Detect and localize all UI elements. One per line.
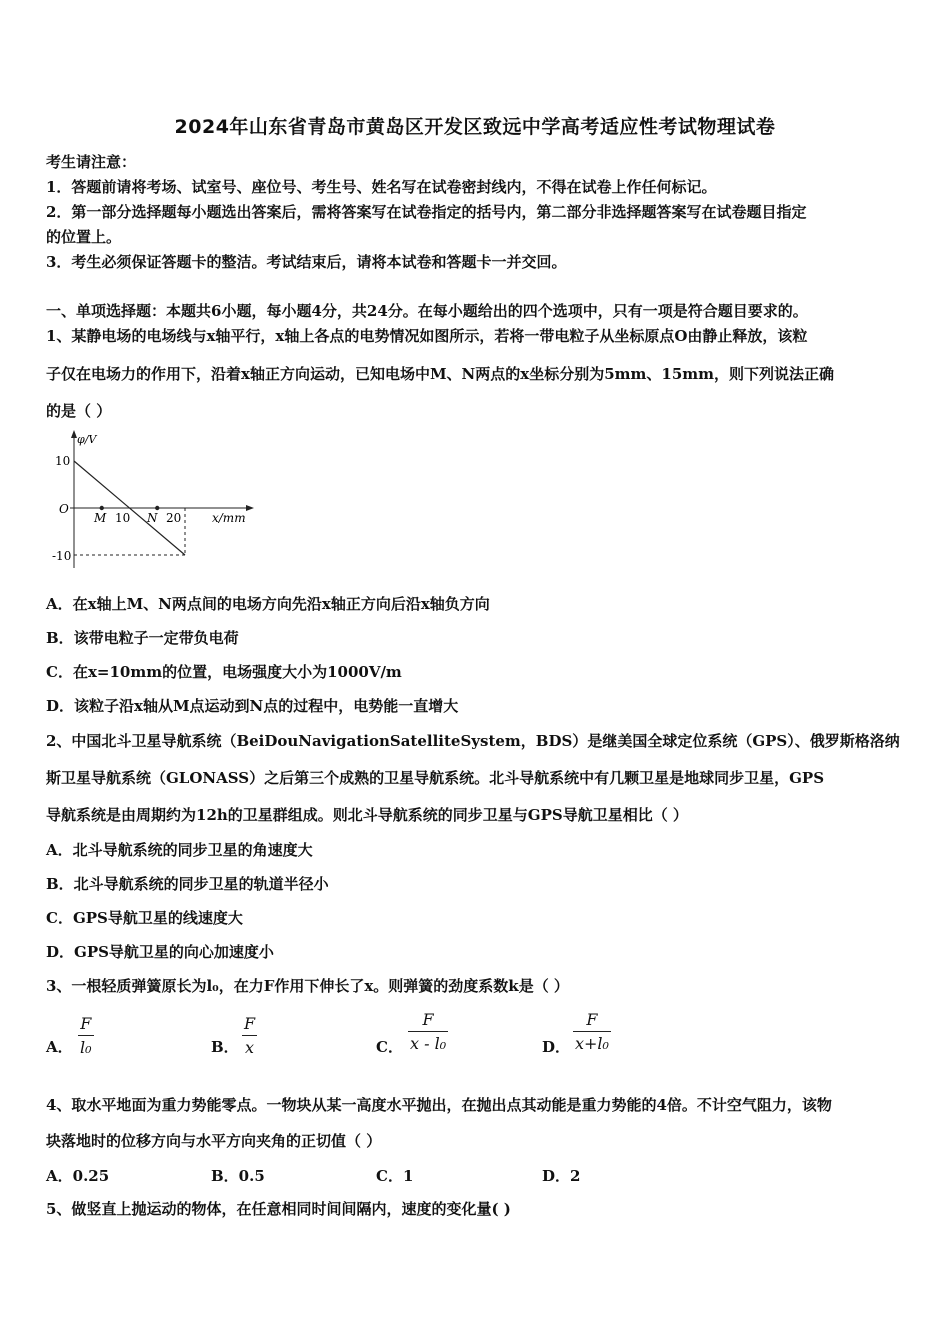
question-5-text: 5、做竖直上抛运动的物体，在任意相同时间间隔内，速度的变化量( ) — [46, 1200, 511, 1218]
option-c-label: C． — [376, 1038, 403, 1056]
point-m-label: M — [94, 511, 107, 525]
question-2-text: 导航系统是由周期约为12h的卫星群组成。则北斗导航系统的同步卫星与GPS导航卫星相比（ ） — [46, 806, 688, 824]
origin-label: O — [59, 502, 69, 516]
question-4-option: D．2 — [542, 1167, 581, 1185]
question-4-option: B．0.5 — [211, 1167, 265, 1185]
question-1-option: C．在x=10mm的位置，电场强度大小为1000V/m — [46, 663, 402, 681]
question-1-option: B．该带电粒子一定带负电荷 — [46, 629, 239, 647]
fraction-numerator: F — [80, 1014, 92, 1033]
point-n-dot — [155, 506, 159, 510]
fraction-numerator: F — [422, 1010, 434, 1029]
fraction-denominator: x - l₀ — [410, 1034, 447, 1053]
question-1-text: 1、某静电场的电场线与x轴平行，x轴上各点的电势情况如图所示，若将一带电粒子从坐标原点O由静止释放，该粒 — [46, 327, 808, 345]
question-3-text: 3、一根轻质弹簧原长为l₀，在力F作用下伸长了x。则弹簧的劲度系数k是（ ） — [46, 977, 569, 995]
question-1-text: 子仅在电场力的作用下，沿着x轴正方向运动，已知电场中M、N两点的x坐标分别为5mm、15mm，则下列说法正确 — [46, 365, 835, 383]
point-m-dot — [100, 506, 104, 510]
option-d-fraction — [573, 1010, 611, 1053]
question-1-option: D．该粒子沿x轴从M点运动到N点的过程中，电势能一直增大 — [46, 697, 459, 715]
section-header: 一、单项选择题：本题共6小题，每小题4分，共24分。在每小题给出的四个选项中，只有一项是符合题目要求的。 — [46, 302, 808, 320]
question-4-options — [46, 1165, 906, 1189]
question-2-option: B．北斗导航系统的同步卫星的轨道半径小 — [46, 875, 329, 893]
question-3-options — [46, 1010, 906, 1066]
fraction-numerator: F — [586, 1010, 598, 1029]
question-1-text: 的是（ ） — [46, 402, 112, 420]
question-2-text: 2、中国北斗卫星导航系统（BeiDouNavigationSatelliteSystem，BDS）是继美国全球定位系统（GPS）、俄罗斯格洛纳 — [46, 732, 900, 750]
question-4-text: 4、取水平地面为重力势能零点。一物块从某一高度水平抛出，在抛出点其动能是重力势能的4倍。不计空气阻力，该物 — [46, 1096, 832, 1114]
fraction-bar — [573, 1031, 611, 1032]
option-a-label: A． — [46, 1038, 73, 1056]
notice-item: 的位置上。 — [46, 228, 122, 246]
notice-item: 1．答题前请将考场、试室号、座位号、考生号、姓名写在试卷密封线内，不得在试卷上作任何标记。 — [46, 178, 717, 196]
notice-item: 3．考生必须保证答题卡的整洁。考试结束后，请将本试卷和答题卡一并交回。 — [46, 253, 567, 271]
point-n-label: N — [147, 511, 158, 525]
question-2-option: C．GPS导航卫星的线速度大 — [46, 909, 243, 927]
option-a-fraction — [78, 1014, 94, 1057]
y-axis-label: φ/V — [77, 433, 97, 446]
y-tick-label: 10 — [55, 454, 71, 468]
option-b-label: B． — [211, 1038, 239, 1056]
fraction-denominator: x — [245, 1038, 255, 1057]
option-c-fraction — [408, 1010, 448, 1053]
notice-item: 2．第一部分选择题每小题选出答案后，需将答案写在试卷指定的括号内，第二部分非选择题答案写在试卷题目指定 — [46, 203, 807, 221]
x-axis-label: x/mm — [212, 511, 246, 525]
question-2-text: 斯卫星导航系统（GLONASS）之后第三个成熟的卫星导航系统。北斗导航系统中有几颗卫星是地球同步卫星，GPS — [46, 769, 825, 787]
option-d-label: D． — [542, 1038, 571, 1056]
question-4-option: C．1 — [376, 1167, 414, 1185]
fraction-denominator: l₀ — [80, 1038, 92, 1057]
x-axis-arrow — [246, 505, 254, 511]
x-tick-label: 10 — [115, 511, 131, 525]
page-title: 2024年山东省青岛市黄岛区开发区致远中学高考适应性考试物理试卷 — [174, 116, 776, 138]
question-2-option: A．北斗导航系统的同步卫星的角速度大 — [46, 841, 313, 859]
y-tick-label: -10 — [52, 549, 72, 563]
fraction-bar — [408, 1031, 448, 1032]
option-b-fraction — [242, 1014, 257, 1057]
potential-graph — [40, 428, 270, 573]
x-tick-label: 20 — [166, 511, 182, 525]
question-1-option: A．在x轴上M、N两点间的电场方向先沿x轴正方向后沿x轴负方向 — [46, 595, 490, 613]
question-2-option: D．GPS导航卫星的向心加速度小 — [46, 943, 274, 961]
fraction-bar — [78, 1035, 94, 1036]
question-4-option: A．0.25 — [46, 1167, 110, 1185]
notice-heading: 考生请注意： — [46, 153, 137, 171]
question-4-text: 块落地时的位移方向与水平方向夹角的正切值（ ） — [46, 1132, 382, 1150]
fraction-numerator: F — [244, 1014, 256, 1033]
fraction-denominator: x+l₀ — [575, 1034, 609, 1053]
fraction-bar — [242, 1035, 257, 1036]
